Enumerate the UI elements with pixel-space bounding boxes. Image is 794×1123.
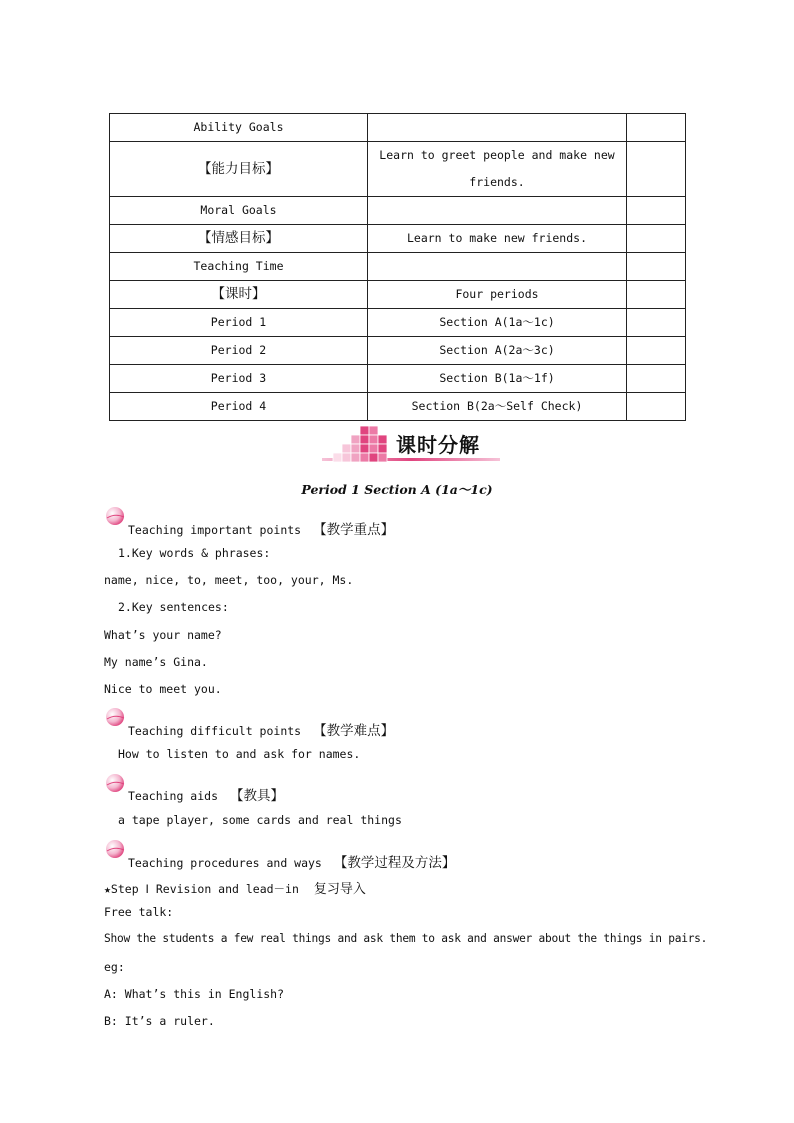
heading-cn: 【教学过程及方法】 — [333, 855, 456, 871]
aids-text: a tape player, some cards and real things — [118, 813, 402, 827]
row-value: Learn to make new friends. — [368, 225, 627, 253]
table-row — [110, 309, 686, 337]
show-text: Show the students a few real things and ask them to ask and answer about the things in pairs. — [104, 932, 708, 945]
period-title: Period 1 Section A (1a～1c) — [301, 482, 493, 497]
row-empty — [627, 114, 686, 142]
heading-cn: 【教学难点】 — [313, 723, 395, 739]
row-empty — [627, 225, 686, 253]
pink-orb-icon — [104, 772, 126, 794]
sentence: My name’s Gina. — [104, 655, 208, 669]
dialog-line: A: What’s this in English? — [104, 987, 285, 1001]
step-cn: 复习导入 — [313, 882, 366, 897]
step-line — [104, 878, 366, 897]
row-empty — [627, 253, 686, 281]
row-label: 【情感目标】 — [110, 225, 368, 253]
row-label: Period 4 — [110, 393, 368, 421]
row-empty — [627, 142, 686, 197]
pink-orb-icon — [104, 838, 126, 860]
row-value — [368, 253, 627, 281]
row-label: 【课时】 — [110, 281, 368, 309]
table-row — [110, 393, 686, 421]
row-value: Section A(1a～1c) — [368, 309, 627, 337]
heading-cn: 【教学重点】 — [313, 522, 395, 538]
row-value: Section A(2a～3c) — [368, 337, 627, 365]
heading-en: Teaching important points — [128, 523, 302, 537]
heading-en: Teaching difficult points — [128, 724, 302, 738]
row-value: Section B(1a～1f) — [368, 365, 627, 393]
row-label: 【能力目标】 — [110, 142, 368, 197]
key-words-label: 1.Key words & phrases: — [118, 546, 271, 560]
eg-label: eg: — [104, 960, 125, 974]
banner-title: 课时分解 — [396, 433, 480, 457]
table-row — [110, 365, 686, 393]
sentence: Nice to meet you. — [104, 682, 222, 696]
row-value: Section B(2a～Self Check) — [368, 393, 627, 421]
row-empty — [627, 365, 686, 393]
section-heading-important — [128, 518, 394, 538]
row-empty — [627, 309, 686, 337]
heading-en: Teaching procedures and ways — [128, 856, 322, 870]
key-sentences-label: 2.Key sentences: — [118, 600, 229, 614]
row-value: Four periods — [368, 281, 627, 309]
section-heading-aids — [128, 784, 284, 804]
row-value — [368, 197, 627, 225]
row-label: Moral Goals — [110, 197, 368, 225]
table-row — [110, 281, 686, 309]
table-row — [110, 225, 686, 253]
pink-orb-icon — [104, 706, 126, 728]
goals-table — [109, 113, 686, 421]
row-value — [368, 114, 627, 142]
section-heading-difficult — [128, 719, 394, 739]
heading-cn: 【教具】 — [230, 788, 285, 804]
dialog-line: B: It’s a ruler. — [104, 1014, 215, 1028]
table-row — [110, 142, 686, 197]
row-label: Period 1 — [110, 309, 368, 337]
key-words: name, nice, to, meet, too, your, Ms. — [104, 573, 354, 587]
row-value: Learn to greet people and make new friends. — [368, 142, 627, 197]
row-empty — [627, 281, 686, 309]
pink-orb-icon — [104, 505, 126, 527]
table-row — [110, 337, 686, 365]
difficult-text: How to listen to and ask for names. — [118, 747, 361, 761]
row-empty — [627, 337, 686, 365]
table-row — [110, 197, 686, 225]
row-label: Ability Goals — [110, 114, 368, 142]
table-row — [110, 253, 686, 281]
row-label: Teaching Time — [110, 253, 368, 281]
section-heading-procedures — [128, 851, 455, 871]
step-en: ★Step Ⅰ Revision and lead－in — [104, 882, 299, 896]
row-label: Period 2 — [110, 337, 368, 365]
heading-en: Teaching aids — [128, 789, 219, 803]
row-empty — [627, 197, 686, 225]
sentence: What’s your name? — [104, 628, 222, 642]
row-label: Period 3 — [110, 365, 368, 393]
free-talk: Free talk: — [104, 905, 174, 919]
table-row — [110, 114, 686, 142]
row-empty — [627, 393, 686, 421]
